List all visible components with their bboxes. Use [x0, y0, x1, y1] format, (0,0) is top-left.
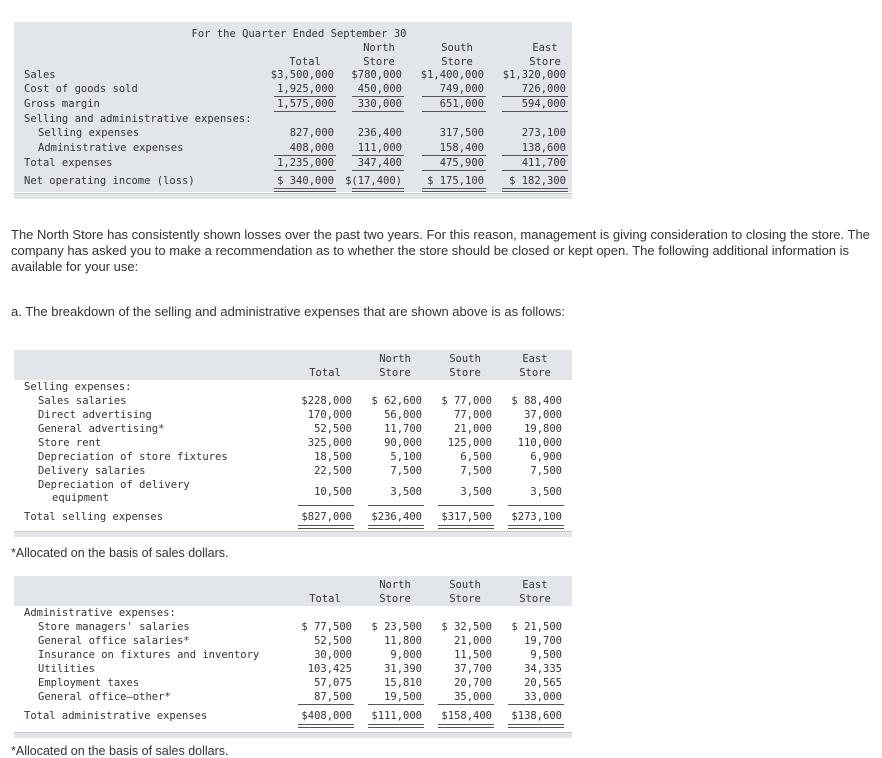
cell-south: 21,000 — [454, 423, 492, 435]
cell-total: 57,075 — [314, 677, 352, 689]
cell-east: $ 88,400 — [511, 395, 562, 407]
cell-east: 138,600 — [521, 142, 566, 154]
cell-south: 749,000 — [439, 83, 484, 95]
section-heading: Selling expenses: — [24, 381, 132, 393]
cell-north: 11,800 — [384, 635, 422, 647]
col-east-2: Store — [519, 367, 551, 379]
footnote: *Allocated on the basis of sales dollars. — [11, 744, 229, 758]
cell-total: 1,925,000 — [277, 83, 334, 95]
table-row — [14, 450, 572, 464]
cell-south: 125,000 — [447, 437, 492, 449]
administrative-expenses-table — [14, 576, 572, 741]
col-east-1: East — [532, 42, 558, 54]
table-row — [14, 97, 572, 111]
col-north-1: North — [379, 579, 411, 591]
cell-north: 3,500 — [390, 486, 422, 498]
table-row — [14, 436, 572, 450]
table-row — [14, 486, 572, 505]
cell-east: 411,700 — [521, 157, 566, 169]
row-label: Insurance on fixtures and inventory — [38, 649, 260, 661]
row-label: General advertising* — [38, 423, 165, 435]
cell-total: 1,575,000 — [277, 98, 334, 110]
cell-south: $317,500 — [441, 511, 492, 523]
table-row — [14, 422, 572, 436]
table-row — [14, 408, 572, 422]
cell-north: $ 62,600 — [371, 395, 422, 407]
breakdown-paragraph: a. The breakdown of the selling and administrative expenses that are shown above is as follows: — [11, 304, 566, 319]
cell-north: 31,390 — [384, 663, 422, 675]
row-label: Employment taxes — [38, 677, 140, 689]
col-south-2: Store — [449, 593, 481, 605]
cell-total: 10,500 — [314, 486, 352, 498]
cell-east: 20,565 — [524, 677, 562, 689]
row-label: Net operating income (loss) — [24, 175, 195, 187]
cell-south: 651,000 — [439, 98, 484, 110]
income-statement-table — [14, 22, 572, 197]
table-row — [14, 648, 572, 662]
row-label: Selling expenses — [38, 127, 140, 139]
intro-paragraph: The North Store has consistently shown losses over the past two years. For this reason, management is giving consideration to closing the store. The company has asked you to make a recommendation as to whether the store should be closed or kept open. The following additional information is available for your use: — [11, 227, 870, 274]
col-south-1: South — [449, 579, 481, 591]
table-row — [14, 634, 572, 648]
cell-east: 19,700 — [524, 635, 562, 647]
cell-north: 56,000 — [384, 409, 422, 421]
cell-east: 9,500 — [530, 649, 562, 661]
table-row — [14, 620, 572, 634]
cell-north: 347,400 — [357, 157, 402, 169]
col-north-1: North — [379, 353, 411, 365]
col-east-1: East — [522, 353, 548, 365]
cell-east: 37,000 — [524, 409, 562, 421]
cell-north: 90,000 — [384, 437, 422, 449]
cell-east: 33,000 — [524, 691, 562, 703]
row-label: Depreciation of delivery — [38, 479, 190, 491]
cell-total: 22,500 — [314, 465, 352, 477]
col-east-2: Store — [529, 56, 561, 68]
cell-south: 6,500 — [460, 451, 492, 463]
cell-total: 87,500 — [314, 691, 352, 703]
cell-south: 37,700 — [454, 663, 492, 675]
table-row — [14, 662, 572, 676]
cell-total: 170,000 — [307, 409, 352, 421]
cell-north: 11,700 — [384, 423, 422, 435]
cell-total: $ 340,000 — [277, 175, 334, 187]
table-row — [14, 68, 572, 82]
cell-north: 15,810 — [384, 677, 422, 689]
cell-south: $158,400 — [441, 710, 492, 722]
cell-north: $780,000 — [351, 69, 402, 81]
cell-east: 110,000 — [517, 437, 562, 449]
cell-south: 7,500 — [460, 465, 492, 477]
cell-east: 34,335 — [524, 663, 562, 675]
row-label-continued: equipment — [52, 492, 109, 504]
row-label: Direct advertising — [38, 409, 152, 421]
col-total: Total — [289, 56, 321, 68]
cell-south: 317,500 — [439, 127, 484, 139]
cell-east: $ 21,500 — [511, 621, 562, 633]
cell-east: 726,000 — [521, 83, 566, 95]
cell-east: 19,800 — [524, 423, 562, 435]
col-total: Total — [309, 367, 341, 379]
cell-north: $111,000 — [371, 710, 422, 722]
cell-total: 52,500 — [314, 635, 352, 647]
cell-north: 7,500 — [390, 465, 422, 477]
cell-south: 158,400 — [439, 142, 484, 154]
period-heading: For the Quarter Ended September 30 — [191, 28, 407, 40]
cell-north: 111,000 — [357, 142, 402, 154]
cell-north: $ 23,500 — [371, 621, 422, 633]
footnote: *Allocated on the basis of sales dollars. — [11, 546, 229, 560]
row-label: Sales salaries — [38, 395, 127, 407]
row-label: Store rent — [38, 437, 102, 449]
col-north-2: Store — [379, 367, 411, 379]
table-row — [14, 676, 572, 690]
cell-total: 18,500 — [314, 451, 352, 463]
table-row — [14, 174, 572, 188]
cell-total: 408,000 — [289, 142, 334, 154]
cell-total: $3,500,000 — [270, 69, 334, 81]
cell-total: $827,000 — [301, 511, 352, 523]
table-row — [14, 464, 572, 478]
cell-north: 5,100 — [390, 451, 422, 463]
table-row — [14, 156, 572, 170]
col-north-1: North — [363, 42, 395, 54]
cell-south: $ 77,000 — [441, 395, 492, 407]
cell-north: 450,000 — [357, 83, 402, 95]
row-label: General office—other* — [38, 691, 171, 703]
cell-east: 3,500 — [530, 486, 562, 498]
total-row — [14, 709, 572, 723]
row-label: Total selling expenses — [24, 511, 164, 523]
cell-total: 827,000 — [289, 127, 334, 139]
row-label: Store managers' salaries — [38, 621, 190, 633]
row-label: Total expenses — [24, 157, 113, 169]
cell-north: $(17,400) — [345, 175, 402, 187]
col-total: Total — [309, 593, 341, 605]
row-label: Depreciation of store fixtures — [38, 451, 228, 463]
cell-north: 9,000 — [390, 649, 422, 661]
total-row — [14, 510, 572, 524]
cell-east: 273,100 — [521, 127, 566, 139]
cell-south: 20,700 — [454, 677, 492, 689]
cell-total: $408,000 — [301, 710, 352, 722]
col-south-2: Store — [441, 56, 473, 68]
cell-south: $ 32,500 — [441, 621, 492, 633]
col-east-2: Store — [519, 593, 551, 605]
table-row — [14, 690, 572, 704]
cell-east: $ 182,300 — [509, 175, 566, 187]
cell-north: 330,000 — [357, 98, 402, 110]
cell-east: 7,500 — [530, 465, 562, 477]
row-label: Gross margin — [24, 98, 100, 110]
cell-total: 30,000 — [314, 649, 352, 661]
table-row — [14, 112, 572, 126]
row-label: Cost of goods sold — [24, 83, 138, 95]
cell-south: $1,400,000 — [420, 69, 484, 81]
cell-east: $138,600 — [511, 710, 562, 722]
selling-expenses-table — [14, 350, 572, 540]
cell-total: 103,425 — [307, 663, 352, 675]
cell-east: $273,100 — [511, 511, 562, 523]
col-east-1: East — [522, 579, 548, 591]
table-row — [14, 82, 572, 96]
row-label: Selling and administrative expenses: — [24, 113, 252, 125]
cell-south: 35,000 — [454, 691, 492, 703]
cell-south: 21,000 — [454, 635, 492, 647]
cell-south: 77,000 — [454, 409, 492, 421]
cell-north: 19,500 — [384, 691, 422, 703]
row-label: Sales — [24, 69, 56, 81]
cell-total: 325,000 — [307, 437, 352, 449]
row-label: Total administrative expenses — [24, 710, 208, 722]
col-south-1: South — [449, 353, 481, 365]
table-row — [14, 394, 572, 408]
cell-east: $1,320,000 — [502, 69, 566, 81]
cell-south: 475,900 — [439, 157, 484, 169]
cell-total: $ 77,500 — [301, 621, 352, 633]
section-heading: Administrative expenses: — [24, 607, 176, 619]
col-south-2: Store — [449, 367, 481, 379]
row-label: General office salaries* — [38, 635, 190, 647]
cell-total: 1,235,000 — [277, 157, 334, 169]
cell-south: 11,500 — [454, 649, 492, 661]
table-row — [14, 126, 572, 140]
row-label: Delivery salaries — [38, 465, 146, 477]
cell-north: $236,400 — [371, 511, 422, 523]
cell-total: 52,500 — [314, 423, 352, 435]
cell-east: 594,000 — [521, 98, 566, 110]
cell-east: 6,900 — [530, 451, 562, 463]
col-south-1: South — [441, 42, 473, 54]
row-label: Administrative expenses — [38, 142, 184, 154]
cell-south: $ 175,100 — [427, 175, 484, 187]
cell-total: $228,000 — [301, 395, 352, 407]
col-north-2: Store — [363, 56, 395, 68]
row-label: Utilities — [38, 663, 95, 675]
col-north-2: Store — [379, 593, 411, 605]
cell-north: 236,400 — [357, 127, 402, 139]
cell-south: 3,500 — [460, 486, 492, 498]
table-row — [14, 141, 572, 155]
